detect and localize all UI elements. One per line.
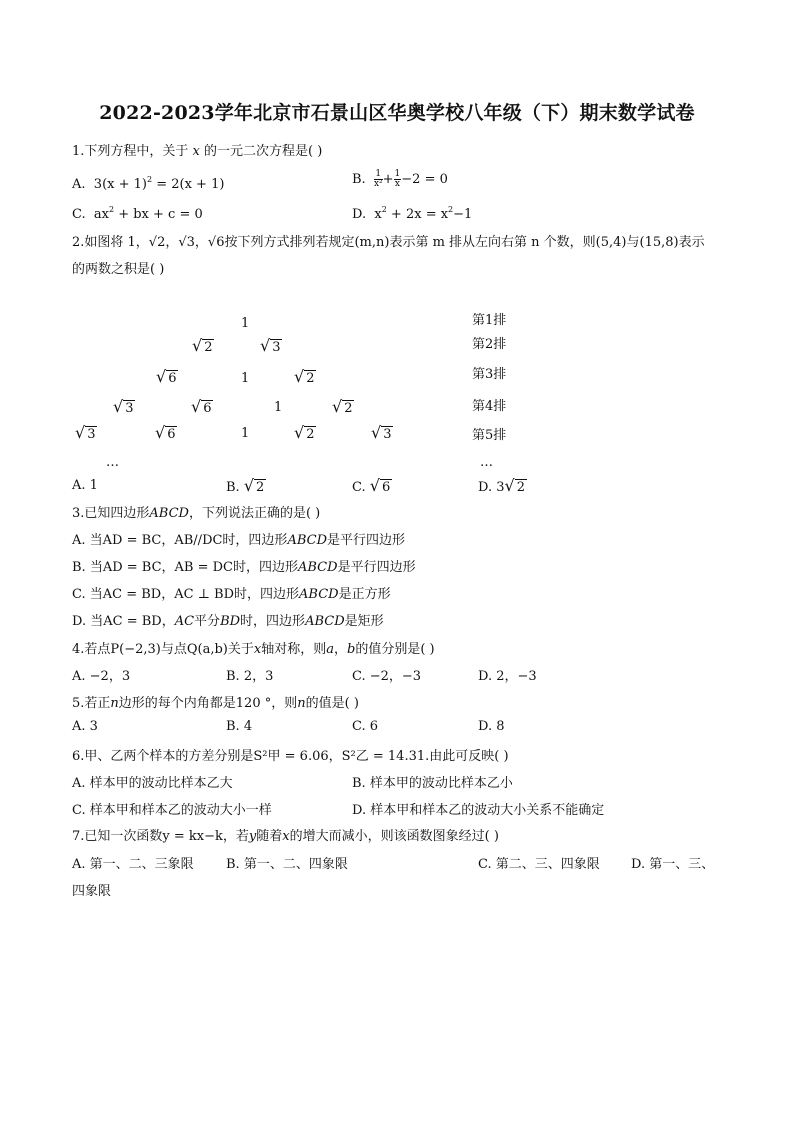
q5-option-c: C. 6	[352, 719, 379, 734]
row-label-5: 第5排	[472, 428, 507, 443]
q2-option-c: C. √ 6	[352, 476, 391, 495]
q5-option-a: A. 3	[72, 719, 98, 734]
tri-ellipsis-left: …	[106, 455, 119, 470]
q4-option-d: D. 2，−3	[478, 669, 537, 684]
row-label-4: 第4排	[472, 399, 507, 414]
q1-option-d: D. $x^2 + 2x = x^2-1$	[352, 205, 473, 222]
q2-option-a: A. 1	[72, 478, 98, 493]
row-label-2: 第2排	[472, 337, 507, 352]
row-label-3: 第3排	[472, 367, 507, 382]
row-label-1: 第1排	[472, 313, 507, 328]
q7-option-b: B. 第一、二、四象限	[226, 857, 348, 872]
tri-ellipsis-right: …	[480, 455, 493, 470]
q5-option-d: D. 8	[478, 719, 505, 734]
q7-option-c: C. 第二、三、四象限	[478, 857, 600, 872]
tri-r1-n1: 1	[241, 316, 250, 331]
tri-r5-n3: 1	[241, 426, 250, 441]
q1-option-b: B. $\frac{1}{\text{x²}}$ + $\frac{1}{x}$ −2 = 0	[352, 169, 448, 189]
q7-stem: 7.已知一次函数y = kx−k，若y随着x的增大而减小，则该函数图象经过( )	[72, 829, 499, 844]
q7-option-d-continued: 四象限	[72, 884, 112, 899]
tri-r4-n1: √ 3	[113, 397, 134, 416]
tri-r3-n2: 1	[241, 371, 250, 386]
tri-r5-n2: √ 6	[155, 423, 176, 442]
tri-r5-n1: √ 3	[75, 423, 96, 442]
q4-option-c: C. −2，−3	[352, 669, 422, 684]
tri-r2-n2: √ 3	[260, 336, 281, 355]
q3-option-b: B. 当AD = BC，AB = DC时，四边形ABCD是平行四边形	[72, 560, 416, 575]
q7-option-d: D. 第一、三、	[631, 857, 715, 872]
q6-option-d: D. 样本甲和样本乙的波动大小关系不能确定	[352, 803, 605, 818]
tri-r2-n1: √ 2	[192, 336, 213, 355]
tri-r4-n4: √ 2	[332, 397, 353, 416]
q6-option-c: C. 样本甲和样本乙的波动大小一样	[72, 803, 272, 818]
q4-stem: 4.若点P(−2,3)与点Q(a,b)关于x轴对称，则a，b的值分别是( )	[72, 642, 435, 657]
q6-option-b: B. 样本甲的波动比样本乙小	[352, 776, 513, 791]
q5-stem: 5.若正n边形的每个内角都是120 °，则n的值是( )	[72, 696, 359, 711]
q2-stem-line2: 的两数之积是( )	[72, 262, 165, 277]
q4-option-a: A. −2，3	[72, 669, 131, 684]
q3-stem: 3.已知四边形ABCD，下列说法正确的是( )	[72, 506, 321, 521]
q2-option-b: B. √ 2	[226, 476, 265, 495]
q3-option-c: C. 当AC = BD，AC ⊥ BD时，四边形ABCD是正方形	[72, 587, 391, 602]
tri-r3-n3: √ 2	[294, 367, 315, 386]
tri-r3-n1: √ 6	[156, 367, 177, 386]
q4-option-b: B. 2，3	[226, 669, 274, 684]
tri-r4-n3: 1	[274, 400, 283, 415]
tri-r5-n4: √ 2	[294, 423, 315, 442]
q2-option-d: D. 3√ 2	[478, 476, 525, 495]
tri-r5-n5: √ 3	[371, 423, 392, 442]
q5-option-b: B. 4	[226, 719, 253, 734]
q1-option-c: C. $ax^2$ + bx + c = 0	[72, 205, 203, 222]
q1-option-a: A. $3(x + 1)^2 = 2(x + 1)$	[72, 175, 225, 192]
q6-option-a: A. 样本甲的波动比样本乙大	[72, 776, 233, 791]
q3-option-d: D. 当AC = BD，AC平分BD时，四边形ABCD是矩形	[72, 614, 384, 629]
q2-stem-line1: 2.如图将 1，√2，√3，√6按下列方式排列若规定(m,n)表示第 m 排从左向右第 n 个数，则(5,4)与(15,8)表示	[72, 235, 705, 250]
q7-option-a: A. 第一、二、三象限	[72, 857, 194, 872]
q1-stem: 1.下列方程中，关于 x 的一元二次方程是( )	[72, 144, 323, 159]
q6-stem: 6.甲、乙两个样本的方差分别是S²甲 = 6.06，S²乙 = 14.31.由此可反映( )	[72, 749, 509, 764]
q3-option-a: A. 当AD = BC，AB//DC时，四边形ABCD是平行四边形	[72, 533, 406, 548]
page-title: 2022-2023学年北京市石景山区华奥学校八年级（下）期末数学试卷	[99, 102, 695, 124]
tri-r4-n2: √ 6	[191, 397, 212, 416]
